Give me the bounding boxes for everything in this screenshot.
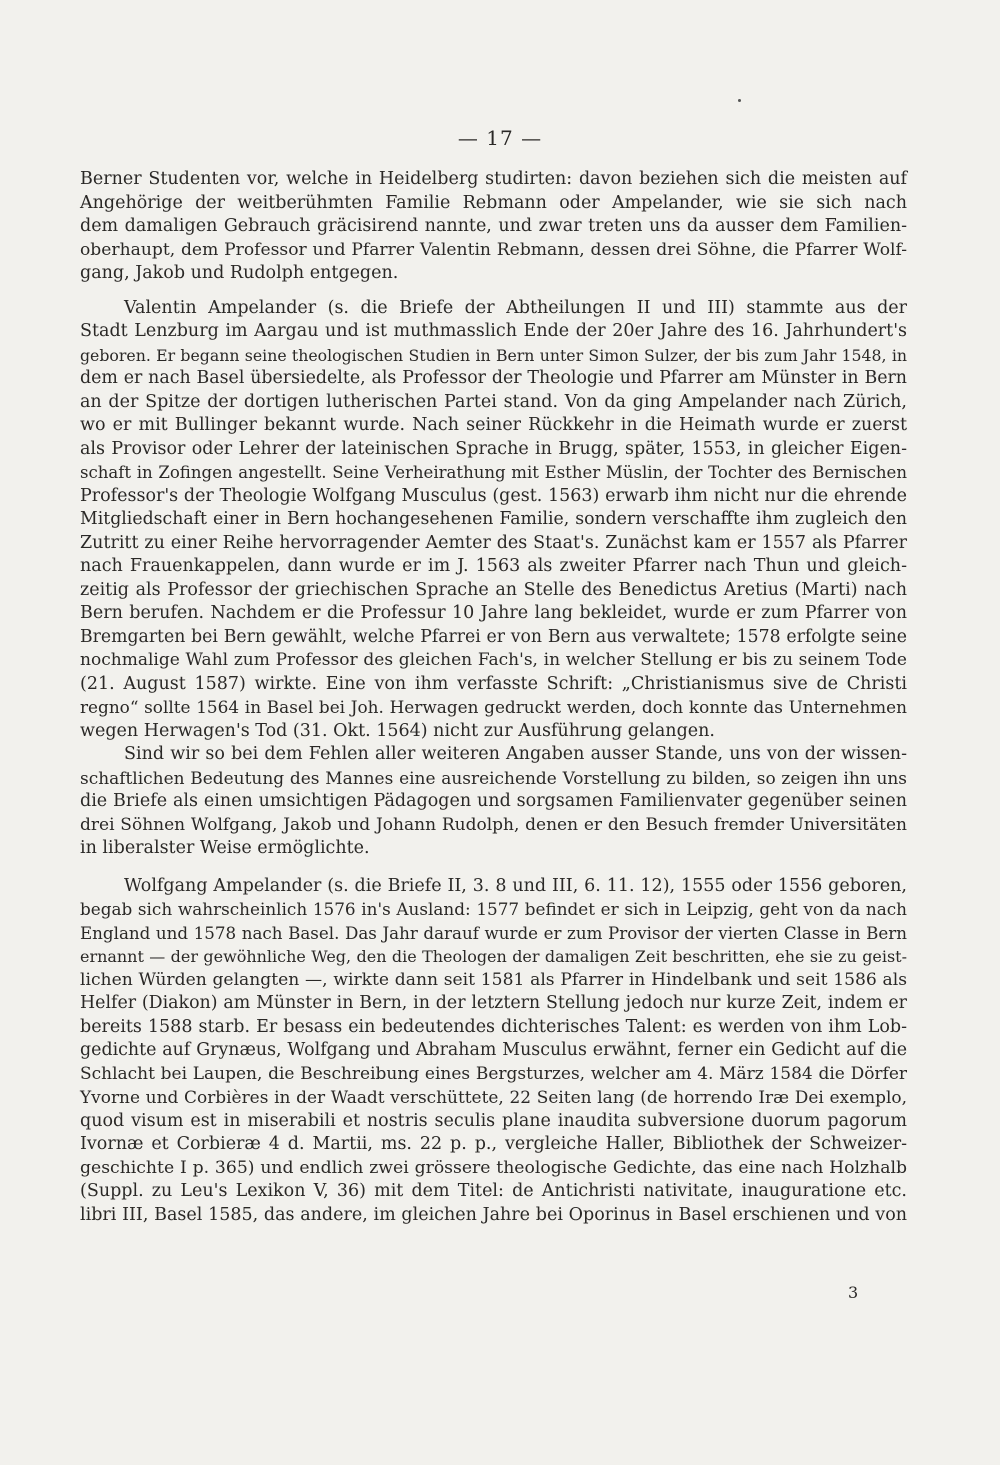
text-line: Helfer (Diakon) am Münster in Bern, in der letztern Stellung jedoch nur kurze Zeit, indem er [80,993,907,1013]
text-line: bereits 1588 starb. Er besass ein bedeutendes dichterisches Talent: es werden von ihm Lob- [80,1016,907,1037]
text-line: nochmalige Wahl zum Professor des gleichen Fach's, in welcher Stellung er bis zu seinem Tode [80,650,907,670]
text-line: Schlacht bei Laupen, die Beschreibung eines Bergsturzes, welcher am 4. März 1584 die Dörfer [80,1063,907,1084]
text-line: ernannt — der gewöhnliche Weg, den die Theologen der damaligen Zeit beschritten, ehe sie zu geist- [80,947,907,966]
signature-mark: 3 [848,1283,859,1302]
text-line: Valentin Ampelander (s. die Briefe der Abtheilungen II und III) stammte aus der [124,297,907,318]
text-line: gedichte auf Grynæus, Wolfgang und Abraham Musculus erwähnt, ferner ein Gedicht auf die [80,1040,907,1060]
text-line: begab sich wahrscheinlich 1576 in's Ausland: 1577 befindet er sich in Leipzig, geht von da nach [80,899,907,919]
text-line: Wolfgang Ampelander (s. die Briefe II, 3. 8 und III, 6. 11. 12), 1555 oder 1556 geboren, [124,875,907,896]
text-line: nach Frauenkappelen, dann wurde er im J. 1563 als zweiter Pfarrer nach Thun und gleich- [80,556,907,576]
text-line: als Provisor oder Lehrer der lateinischen Sprache in Brugg, später, 1553, in gleicher Eigen- [80,438,907,459]
text-line: (Suppl. zu Leu's Lexikon V, 36) mit dem Titel: de Antichristi nativitate, inauguratione etc. [80,1181,907,1201]
text-line: oberhaupt, dem Professor und Pfarrer Valentin Rebmann, dessen drei Söhne, die Pfarrer Wolf- [80,239,907,260]
text-line: Stadt Lenzburg im Aargau und ist muthmasslich Ende der 20er Jahre des 16. Jahrhundert's [80,321,907,341]
text-line: die Briefe als einen umsichtigen Pädagogen und sorgsamen Familienvater gegenüber seinen [80,791,907,811]
paragraph-2 [80,297,907,744]
text-line: Sind wir so bei dem Fehlen aller weiteren Angaben ausser Stande, uns von der wissen- [124,744,907,764]
text-line: libri III, Basel 1585, das andere, im gleichen Jahre bei Oporinus in Basel erschienen und von [80,1204,907,1225]
text-line: Yvorne und Corbières in der Waadt verschüttete, 22 Seiten lang (de horrendo Iræ Dei exemplo, [80,1087,907,1107]
text-line: in liberalster Weise ermöglichte. [80,838,370,858]
ink-speck [738,99,741,102]
text-line: wegen Herwagen's Tod (31. Okt. 1564) nicht zur Ausführung gelangen. [80,720,715,741]
body-text [80,168,907,1227]
text-line: Bremgarten bei Bern gewählt, welche Pfarrei er von Bern aus verwaltete; 1578 erfolgte seine [80,626,907,647]
text-line: gang, Jakob und Rudolph entgegen. [80,263,399,283]
text-line: an der Spitze der dortigen lutherischen Partei stand. Von da ging Ampelander nach Zürich, [80,391,907,412]
text-line: Angehörige der weitberühmten Familie Rebmann oder Ampelander, wie sie sich nach [80,192,907,213]
text-line: Mitgliedschaft einer in Bern hochangesehenen Familie, sondern verschaffte ihm zugleich den [80,509,907,529]
text-line: regno“ sollte 1564 in Basel bei Joh. Herwagen gedruckt werden, doch konnte das Unternehmen [80,697,907,717]
text-line: drei Söhnen Wolfgang, Jakob und Johann Rudolph, denen er den Besuch fremder Universitäten [80,814,907,835]
text-line: Professor's der Theologie Wolfgang Musculus (gest. 1563) erwarb ihm nicht nur die ehrende [80,485,907,506]
text-line: dem damaligen Gebrauch gräcisirend nannte, und zwar treten uns da ausser dem Familien- [80,216,907,236]
text-line: schaftlichen Bedeutung des Mannes eine ausreichende Vorstellung zu bilden, so zeigen ihn uns [80,767,907,788]
text-line: geboren. Er begann seine theologischen Studien in Bern unter Simon Sulzer, der bis zum Jahr 1548, in [80,345,907,365]
text-line: Berner Studenten vor, welche in Heidelberg studirten: davon beziehen sich die meisten auf [80,169,907,189]
text-line: wo er mit Bullinger bekannt wurde. Nach seiner Rückkehr in die Heimath wurde er zuerst [80,415,907,435]
text-line: lichen Würden gelangten —, wirkte dann seit 1581 als Pfarrer in Hindelbank und seit 1586 als [80,969,907,990]
text-line: Ivornæ et Corbieræ 4 d. Martii, ms. 22 p. p., vergleiche Haller, Bibliothek der Schweizer- [80,1134,907,1154]
text-line: geschichte I p. 365) und endlich zwei grössere theologische Gedichte, das eine nach Holzhalb [80,1157,907,1178]
text-line: schaft in Zofingen angestellt. Seine Verheirathung mit Esther Müslin, der Tochter des Bernischen [80,463,907,482]
text-line: Zutritt zu einer Reihe hervorragender Aemter des Staat's. Zunächst kam er 1557 als Pfarrer [80,532,907,553]
text-line: dem er nach Basel übersiedelte, als Professor der Theologie und Pfarrer am Münster in Bern [80,368,907,388]
paragraph-1 [80,168,907,286]
text-line: England und 1578 nach Basel. Das Jahr darauf wurde er zum Provisor der vierten Classe in Bern [80,923,907,943]
text-line: zeitig als Professor der griechischen Sprache an Stelle des Benedictus Aretius (Marti) nach [80,579,907,600]
paragraph-3 [80,743,907,861]
text-line: (21. August 1587) wirkte. Eine von ihm verfasste Schrift: „Christianismus sive de Christi [80,673,907,694]
page-number: — 17 — [457,126,543,150]
text-line: Bern berufen. Nachdem er die Professur 10 Jahre lang bekleidet, wurde er zum Pfarrer von [80,603,907,623]
text-line: quod visum est in miserabili et nostris seculis plane inaudita subversione duorum pagorum [80,1110,907,1131]
paragraph-4 [80,875,907,1228]
